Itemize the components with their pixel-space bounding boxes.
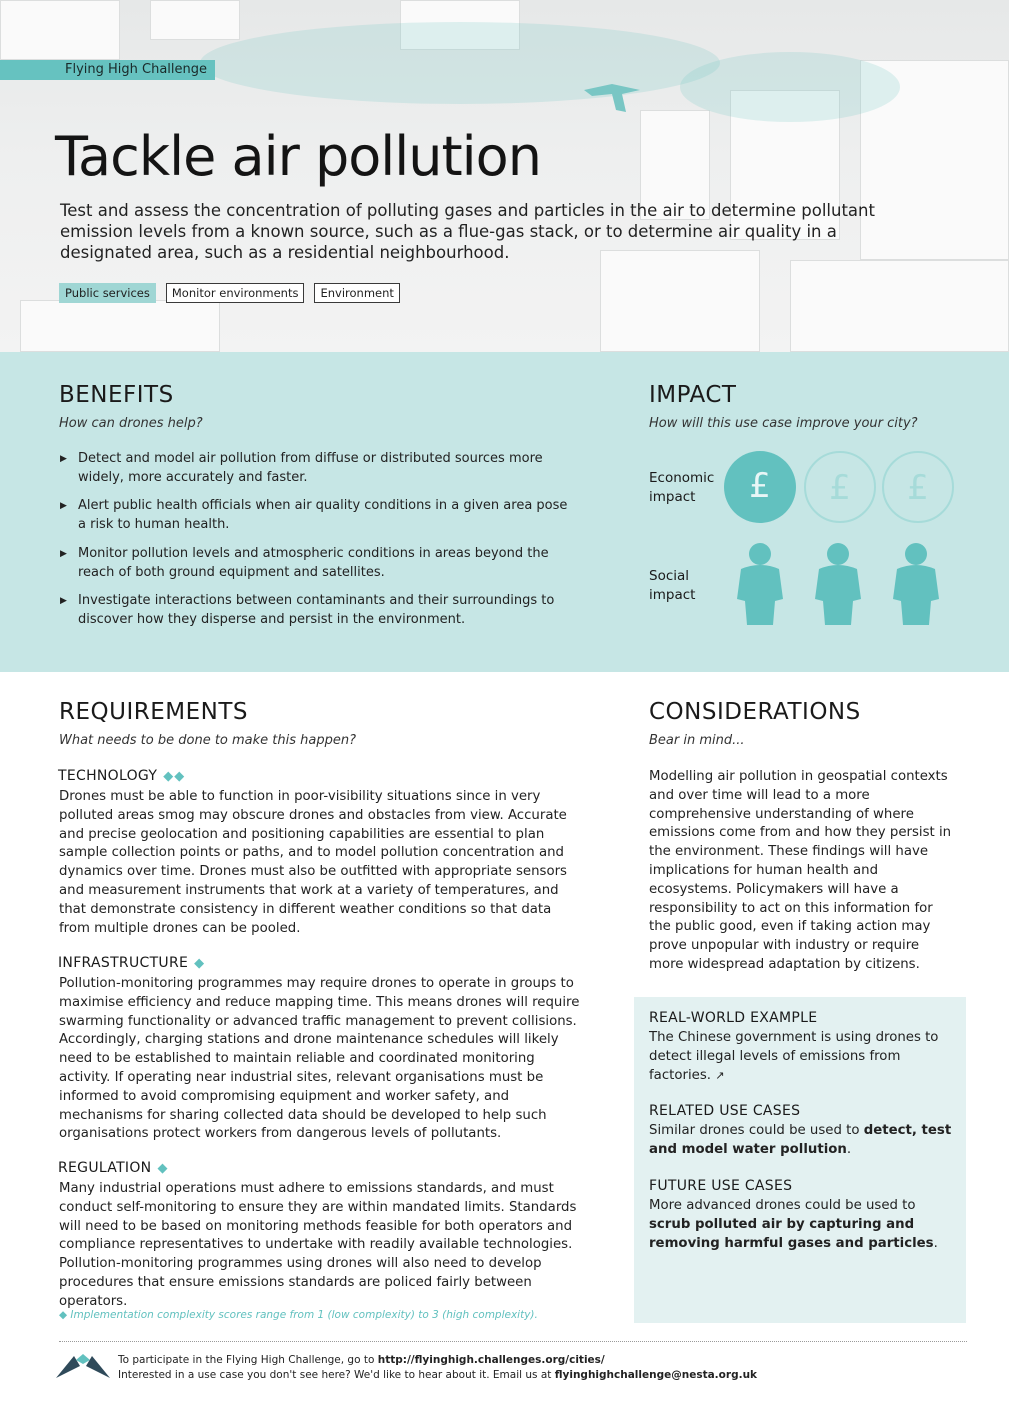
pound-icon: £: [804, 451, 876, 523]
regulation-text: Many industrial operations must adhere to emissions standards, and must conduct self-monitoring to ensure they are within mandated limits. Standards will need to be based on monitoring methods feasible for both operators and compliance representatives to undertake with readily available technologies. Pollution-monitoring programmes using drones will also need to develop procedures that ensure emissions standards are policed fairly between operators.: [59, 1181, 577, 1309]
footer-line-1: To participate in the Flying High Challenge, go to http://flyinghigh.challenges.org/cities/: [118, 1354, 605, 1366]
city-building: [20, 300, 220, 352]
technology-heading: TECHNOLOGY ◆◆: [58, 768, 186, 784]
drone-illustration: [582, 80, 642, 114]
economic-impact-label: Economic impact: [649, 470, 715, 505]
considerations-heading: CONSIDERATIONS: [649, 699, 861, 725]
city-building: [600, 250, 760, 352]
impact-subheading: How will this use case improve your city?: [649, 416, 918, 431]
technology-text: Drones must be able to function in poor-visibility situations since in very polluted areas smog may obscure drones and obstacles from view. Accurate and precise geolocation and positioning capabilities are essential to plan sample collection points or paths, and to model pollution concentration and dynamics over time. Drones must also be outfitted with appropriate sensors and measurement instruments that work at a variety of temperatures, and that demonstrate consistency in different weather conditions so that data from multiple drones can be pooled.: [59, 789, 567, 936]
tag-bar: [0, 60, 57, 80]
complexity-diamond-icon: ◆: [157, 1161, 169, 1176]
page-title: Tackle air pollution: [55, 125, 541, 188]
footer-divider: [59, 1341, 967, 1342]
chip-public-services: Public services: [59, 283, 156, 303]
hero-banner: [0, 0, 1009, 352]
benefit-item: ▶ Monitor pollution levels and atmospheric conditions in areas beyond the reach of both ground equipment and satellites.: [60, 544, 570, 582]
challenge-tag: Flying High Challenge: [57, 60, 215, 80]
complexity-diamond-icon: ◆: [194, 956, 206, 971]
considerations-subheading: Bear in mind...: [649, 733, 745, 748]
real-world-text: The Chinese government is using drones to detect illegal levels of emissions from factories. ↗: [649, 1030, 939, 1083]
category-chips: [59, 283, 400, 303]
contact-email-link[interactable]: flyinghighchallenge@nesta.org.uk: [554, 1369, 758, 1381]
benefits-subheading: How can drones help?: [59, 416, 203, 431]
external-link-icon[interactable]: ↗: [715, 1068, 725, 1082]
complexity-note: ◆ Implementation complexity scores range from 1 (low complexity) to 3 (high complexity).: [59, 1309, 538, 1321]
social-impact-label: Social impact: [649, 568, 696, 603]
infrastructure-heading: INFRASTRUCTURE ◆: [58, 955, 206, 971]
requirements-subheading: What needs to be done to make this happen?: [59, 733, 356, 748]
related-text: Similar drones could be used to detect, test and model water pollution.: [649, 1123, 952, 1157]
considerations-text: Modelling air pollution in geospatial contexts and over time will lead to a more comprehensive understanding of where emissions come from and how they persist in the environment. These findings will have implications for human health and ecosystems. Policymakers will have a responsibility to act on this information for the public good, even if taking action may prove unpopular with industry or require more widespread adaptation by citizens.: [649, 769, 952, 972]
sensor-ring: [200, 22, 720, 104]
benefit-item: ▶ Investigate interactions between contaminants and their surroundings to discover how they disperse and persist in the environment.: [60, 591, 570, 629]
city-building: [790, 260, 1009, 352]
person-icon: [815, 543, 861, 625]
benefits-heading: BENEFITS: [59, 382, 174, 408]
future-text: More advanced drones could be used to scrub polluted air by capturing and removing harmful gases and particles.: [649, 1198, 938, 1251]
future-heading: FUTURE USE CASES: [649, 1178, 793, 1194]
infrastructure-text: Pollution-monitoring programmes may require drones to operate in groups to maximise efficiency and reduce mapping time. This means drones will require swarming functionality or advanced traffic management to prevent collisions. Accordingly, charging stations and drone maintenance schedules will likely need to be established to maintain reliable and coordinated monitoring activity. If operating near industrial sites, relevant organisations must be informed to avoid compromising equipment and worker safety, and mechanisms for sharing collected data should be developed to help such organisations protect workers from dangerous levels of pollutants.: [59, 976, 580, 1142]
flying-high-logo: [56, 1352, 110, 1380]
future-link[interactable]: scrub polluted air by capturing and removing harmful gases and particles: [649, 1216, 934, 1251]
pound-icon: £: [882, 451, 954, 523]
complexity-diamond-icon: ◆◆: [163, 769, 186, 784]
pound-icon: £: [724, 451, 796, 523]
chip-monitor-environments: Monitor environments: [166, 283, 305, 303]
intro-text: Test and assess the concentration of polluting gases and particles in the air to determine pollutant emission levels from a known source, such as a flue-gas stack, or to determine air quality in a designated area, such as a residential neighbourhood.: [60, 201, 875, 262]
benefit-item: ▶ Alert public health officials when air quality conditions in a given area pose a risk to human health.: [60, 496, 570, 534]
related-link[interactable]: detect, test and model water pollution: [649, 1123, 952, 1157]
related-heading: RELATED USE CASES: [649, 1103, 801, 1119]
sensor-ring: [680, 52, 900, 122]
requirements-heading: REQUIREMENTS: [59, 699, 248, 725]
city-building: [0, 0, 120, 60]
challenge-url-link[interactable]: http://flyinghigh.challenges.org/cities/: [377, 1354, 605, 1366]
person-icon: [893, 543, 939, 625]
regulation-heading: REGULATION ◆: [58, 1160, 169, 1176]
impact-heading: IMPACT: [649, 382, 737, 408]
footer-line-2: Interested in a use case you don't see here? We'd like to hear about it. Email us at flyinghighchallenge@nesta.org.uk: [118, 1369, 758, 1381]
benefit-item: ▶ Detect and model air pollution from diffuse or distributed sources more widely, more accurately and faster.: [60, 449, 570, 487]
city-building: [150, 0, 240, 40]
real-world-heading: REAL-WORLD EXAMPLE: [649, 1010, 818, 1026]
chip-environment: Environment: [314, 283, 399, 303]
person-icon: [737, 543, 783, 625]
